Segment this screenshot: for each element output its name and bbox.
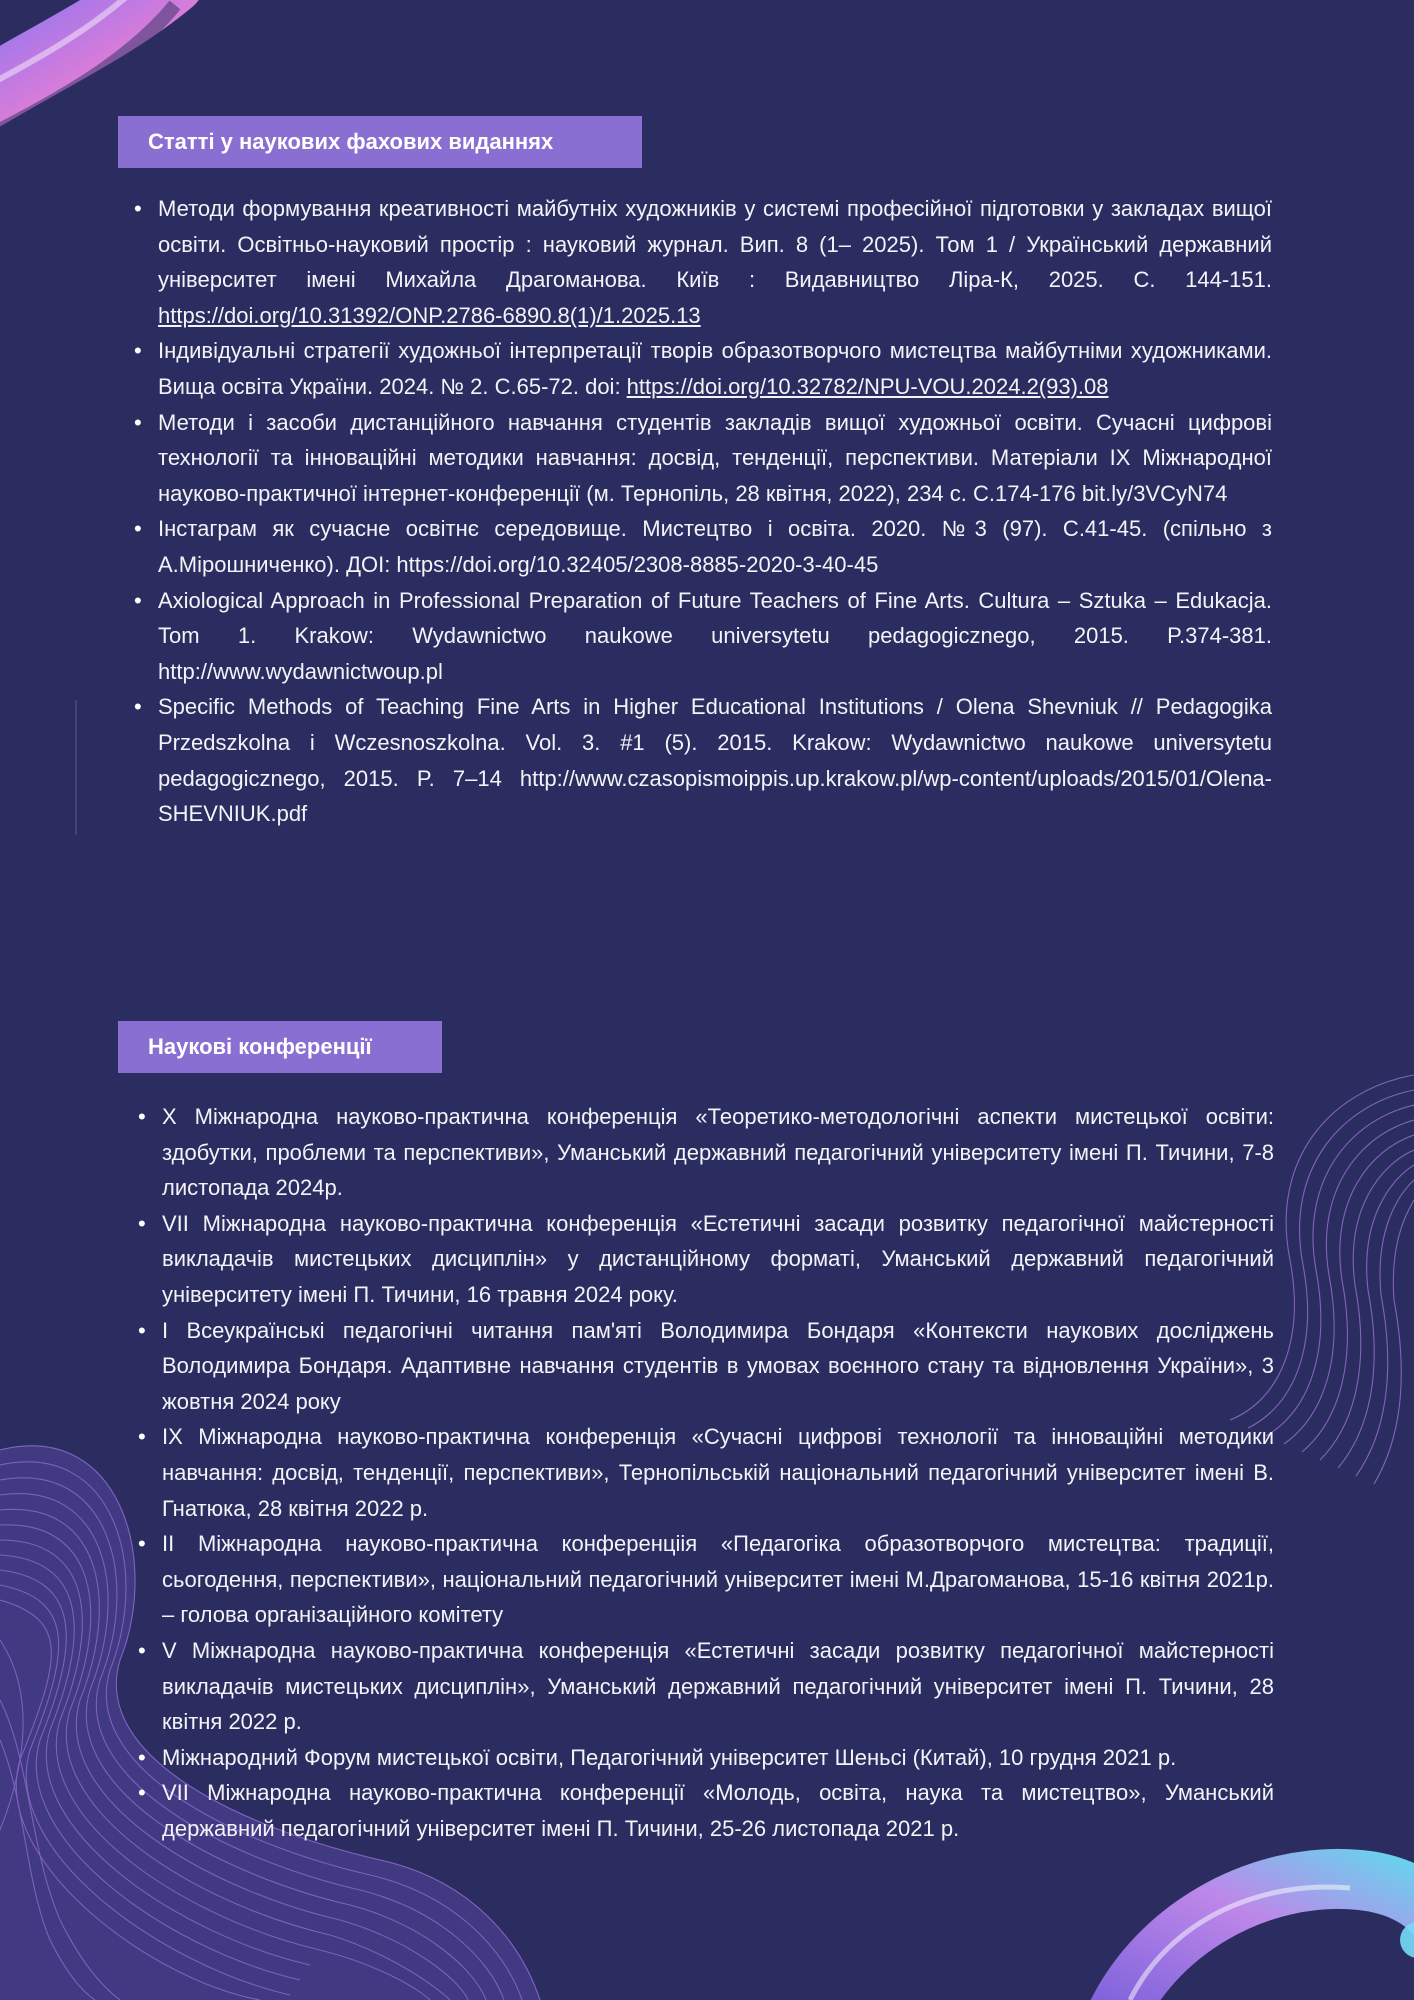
list-item-text: Методи і засоби дистанційного навчання студентів закладів вищої художньої освіти. Сучасні цифрові технології та інноваційні методики навчання: досвід, тенденції, перспективи. Матеріали ІХ Міжнародної науково-практичної інтернет-конференції (м. Тернопіль, 28 квітня, 2022), 234 с. С.174-176 bit.ly/3VCyN74 <box>158 409 1272 506</box>
list-item-text: Specific Methods of Teaching Fine Arts in Higher Educational Institutions / Olena Shevniuk // Pedagogika Przedszkolna i Wczesnoszkolna. Vol. 3. #1 (5). 2015. Krakow: Wydawnictwo naukowe universytetu pedagogicznego, 2015. P. 7–14 http://www.czasopismoippis.up.krakow.pl/wp-content/uploads/2015/01/Olena-SHEVNIUK.pdf <box>158 694 1272 827</box>
list-item-text: Axiological Approach in Professional Preparation of Future Teachers of Fine Arts. Cultura – Sztuka – Edukacja. Tom 1. Krakow: Wydawnictwo naukowe universytetu pedagogicznego, 2015. P.374-381. http://www.wydawnictwoup.pl <box>158 587 1272 684</box>
list-item: • V Міжнародна науково-практична конференція «Естетичні засади розвитку педагогічної майстерності викладачів мистецьких дисциплін», Уманський державний педагогічний університет імені П. Тичини, 28 квітня 2022 р. <box>162 1633 1274 1740</box>
list-item <box>158 583 1272 690</box>
list-item: • IX Міжнародна науково-практична конференція «Сучасні цифрові технології та інноваційні методики навчання: досвід, тенденції, перспективи», Тернопільській національний педагогічний університет імені В. Гнатюка, 28 квітня 2022 р. <box>162 1419 1274 1526</box>
list-item: • Х Міжнародна науково-практична конференція «Теоретико-методологічні аспекти мистецької освіти: здобутки, проблеми та перспективи», Уманський державний педагогічний університету імені П. Тичини, 7-8 листопада 2024р. <box>162 1099 1274 1206</box>
list-item: • Міжнародний Форум мистецької освіти, Педагогічний університет Шеньсі (Китай), 10 грудня 2021 р. <box>162 1740 1274 1776</box>
doi-link[interactable]: https://doi.org/10.31392/ONP.2786-6890.8(1)/1.2025.13 <box>158 302 701 328</box>
list-item <box>158 689 1272 831</box>
section-header-articles <box>118 116 642 168</box>
list-item-text: Інстаграм як сучасне освітнє середовище. Мистецтво і освіта. 2020. №3 (97). С.41-45. (спільно з А.Мірошниченко). ДОІ: https://doi.org/10.32405/2308-8885-2020-3-40-45 <box>158 516 1272 577</box>
list-item-text: Методи формування креативності майбутніх художників у системі професійної підготовки у закладах вищої освіти. Освітньо-науковий простір : науковий журнал. Вип. 8 (1– 2025). Том 1 / Український державний університет імені Михайла Драгоманова. Київ : Видавництво Ліра-К, 2025. С. 144-151. <box>158 196 1272 293</box>
list-item <box>158 511 1272 582</box>
list-item: • VII Міжнародна науково-практична конференція «Естетичні засади розвитку педагогічної майстерності викладачів мистецьких дисциплін» у дистанційному форматі, Уманський державний педагогічний університету імені П. Тичини, 16 травня 2024 року. <box>162 1206 1274 1313</box>
list-item: • VII Міжнародна науково-практична конференції «Молодь, освіта, наука та мистецтво», Уманський державний педагогічний університет імені П. Тичини, 25-26 листопада 2021 р. <box>162 1775 1274 1846</box>
conferences-list <box>162 1099 1274 1846</box>
list-item: • II Міжнародна науково-практична конференціія «Педагогіка образотворчого мистецтва: традиції, сьогодення, перспективи», національний педагогічний університет імені М.Драгоманова, 15-16 квітня 2021р. – голова організаційного комітету <box>162 1526 1274 1633</box>
articles-list <box>158 191 1272 832</box>
list-item <box>158 405 1272 512</box>
list-item <box>158 191 1272 333</box>
list-item: • І Всеукраїнські педагогічні читання пам'яті Володимира Бондаря «Контексти наукових досліджень Володимира Бондаря. Адаптивне навчання студентів в умовах воєнного стану та відновлення України», 3 жовтня 2024 року <box>162 1313 1274 1420</box>
list-item <box>158 333 1272 404</box>
doi-link[interactable]: https://doi.org/10.32782/NPU-VOU.2024.2(93).08 <box>626 373 1109 399</box>
section-title-articles: Статті у наукових фахових виданнях <box>148 129 554 154</box>
section-title-conferences: Наукові конференції <box>148 1034 372 1059</box>
list-item-text: Індивідуальні стратегії художньої інтерпретації творів образотворчого мистецтва майбутніми художниками. Вища освіта України. 2024. № 2. С.65-72. doi: <box>158 338 1272 399</box>
section-header-conferences <box>118 1021 442 1073</box>
